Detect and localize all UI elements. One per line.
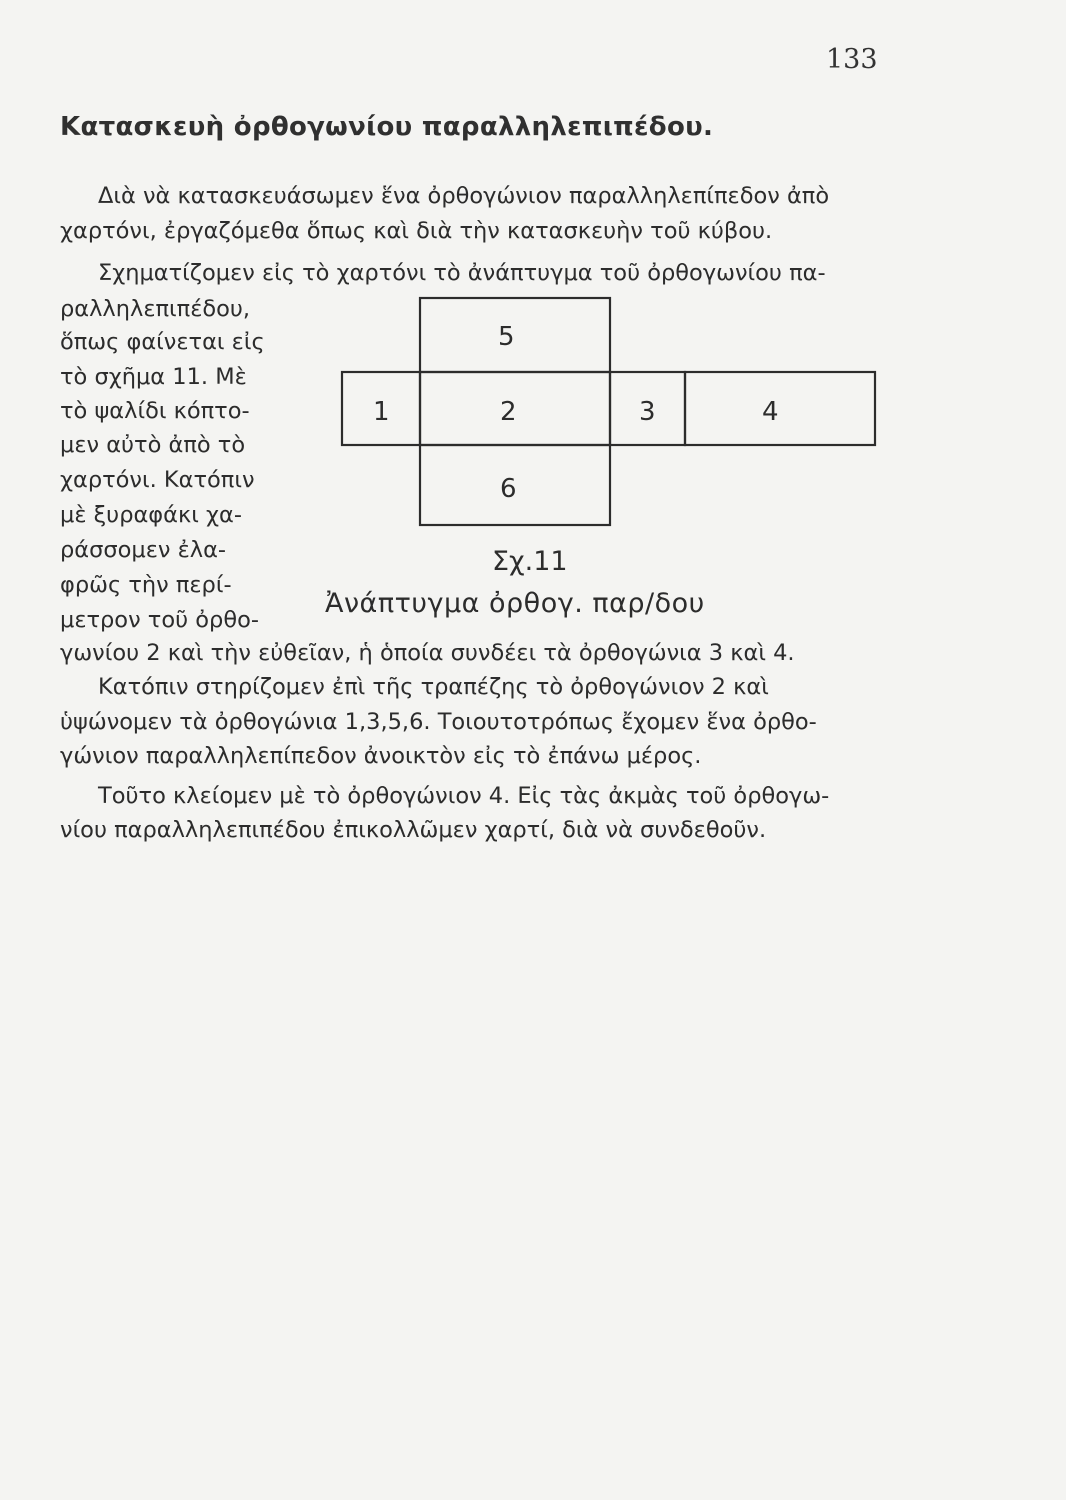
face-5-label: 5 [498,322,515,352]
figure-title: Ἀνάπτυγμα ὀρθογ. παρ/δου [325,588,705,619]
paragraph-line: γωνίου 2 καὶ τὴν εὐθεῖαν, ἡ ὁποία συνδέει τὰ ὀρθογώνια 3 καὶ 4. [60,640,795,666]
face-4 [685,372,875,445]
paragraph-line: γώνιον παραλληλεπίπεδον ἀνοικτὸν εἰς τὸ ἐπάνω μέρος. [60,743,702,769]
face-2 [420,372,610,445]
face-6 [420,445,610,525]
paragraph-line: ὑψώνομεν τὰ ὀρθογώνια 1,3,5,6. Τοιουτοτρόπως ἔχομεν ἕνα ὀρθο- [60,709,817,735]
paragraph-line: μετρον τοῦ ὀρθο- [60,607,259,633]
paragraph-line: ράσσομεν ἐλα- [60,537,227,563]
section-heading: Κατασκευὴ ὀρθογωνίου παραλληλεπιπέδου. [60,112,714,142]
face-1-label: 1 [373,397,390,427]
face-5 [420,298,610,372]
paragraph-line: μὲ ξυραφάκι χα- [60,502,242,528]
face-3 [610,372,685,445]
figure-caption: Σχ.11 [492,546,568,577]
paragraph-line: ραλληλεπιπέδου, [60,296,251,322]
paragraph-line: τὸ σχῆμα 11. Μὲ [60,364,247,390]
face-2-label: 2 [500,397,517,427]
paragraph-line: Κατόπιν στηρίζομεν ἐπὶ τῆς τραπέζης τὸ ὀρθογώνιον 2 καὶ [98,674,769,700]
paragraph-line: φρῶς τὴν περί- [60,572,232,598]
paragraph-line: Διὰ νὰ κατασκευάσωμεν ἕνα ὀρθογώνιον παραλληλεπίπεδον ἀπὸ [98,183,830,209]
paragraph-line: μεν αὐτὸ ἀπὸ τὸ [60,432,246,458]
page-number: 133 [826,44,878,75]
paragraph-line: νίου παραλληλεπιπέδου ἐπικολλῶμεν χαρτί, διὰ νὰ συνδεθοῦν. [60,817,767,843]
paragraph-line: χαρτόνι. Κατόπιν [60,467,255,493]
paragraph-line: Τοῦτο κλείομεν μὲ τὸ ὀρθογώνιον 4. Εἰς τὰς ἀκμὰς τοῦ ὀρθογω- [98,783,830,809]
face-4-label: 4 [762,397,779,427]
face-6-label: 6 [500,474,517,504]
face-1 [342,372,420,445]
paragraph-line: χαρτόνι, ἐργαζόμεθα ὅπως καὶ διὰ τὴν κατασκευὴν τοῦ κύβου. [60,218,773,244]
paragraph-line: Σχηματίζομεν εἰς τὸ χαρτόνι τὸ ἀνάπτυγμα τοῦ ὀρθογωνίου πα- [98,260,826,286]
face-3-label: 3 [639,397,656,427]
paragraph-line: τὸ ψαλίδι κόπτο- [60,398,250,424]
paragraph-line: ὅπως φαίνεται εἰς [60,329,265,355]
